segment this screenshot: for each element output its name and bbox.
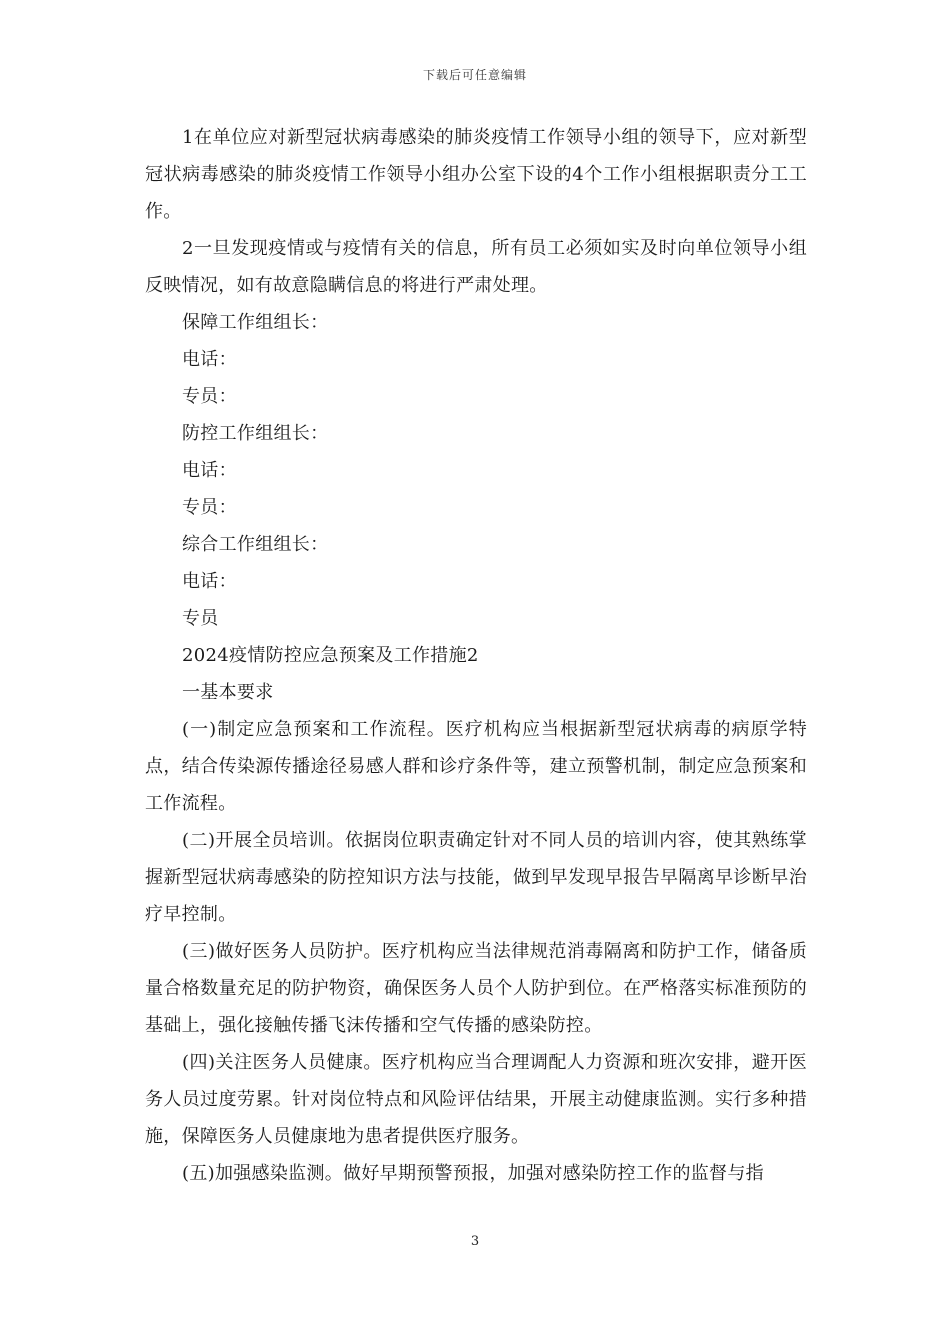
paragraph-reporting: 2一旦发现疫情或与疫情有关的信息，所有员工必须如实及时向单位领导小组反映情况，如有故意隐瞒信息的将进行严肃处理。 [145,238,807,296]
page-header: 下载后可任意编辑 [422,68,527,82]
paragraph-staff-health: (四)关注医务人员健康。医疗机构应当合理调配人力资源和班次安排，避开医务人员过度劳累。针对岗位特点和风险评估结果，开展主动健康监测。实行多种措施，保障医务人员健康地为患者提供医疗服务。 [145,1052,807,1147]
section-title: 2024疫情防控应急预案及工作措施2 [182,645,479,666]
paragraph-responsibility: 1在单位应对新型冠状病毒感染的肺炎疫情工作领导小组的领导下，应对新型冠状病毒感染的肺炎疫情工作领导小组办公室下设的4个工作小组根据职责分工工作。 [145,127,807,222]
control-group-phone-label: 电话： [182,460,237,481]
general-group-phone-label: 电话： [182,571,237,592]
support-group-phone-label: 电话： [182,349,237,370]
support-group-leader-label: 保障工作组组长： [182,312,329,333]
paragraph-infection-monitoring: (五)加强感染监测。做好早期预警预报，加强对感染防控工作的监督与指 [182,1163,764,1184]
subsection-heading: 一基本要求 [182,682,274,703]
page-number: 3 [470,1234,480,1249]
paragraph-staff-training: (二)开展全员培训。依据岗位职责确定针对不同人员的培训内容，使其熟练掌握新型冠状病毒感染的防控知识方法与技能，做到早发现早报告早隔离早诊断早治疗早控制。 [145,830,807,925]
control-group-leader-label: 防控工作组组长： [182,423,329,444]
general-group-leader-label: 综合工作组组长： [182,534,329,555]
general-group-staff-label: 专员 [182,608,219,629]
paragraph-emergency-plan: (一)制定应急预案和工作流程。医疗机构应当根据新型冠状病毒的病原学特点，结合传染源传播途径易感人群和诊疗条件等，建立预警机制，制定应急预案和工作流程。 [145,719,807,814]
support-group-staff-label: 专员： [182,386,237,407]
control-group-staff-label: 专员： [182,497,237,518]
document-body [145,119,807,1192]
paragraph-medical-protection: (三)做好医务人员防护。医疗机构应当法律规范消毒隔离和防护工作，储备质量合格数量充足的防护物资，确保医务人员个人防护到位。在严格落实标准预防的基础上，强化接触传播飞沫传播和空气传播的感染防控。 [145,941,807,1036]
